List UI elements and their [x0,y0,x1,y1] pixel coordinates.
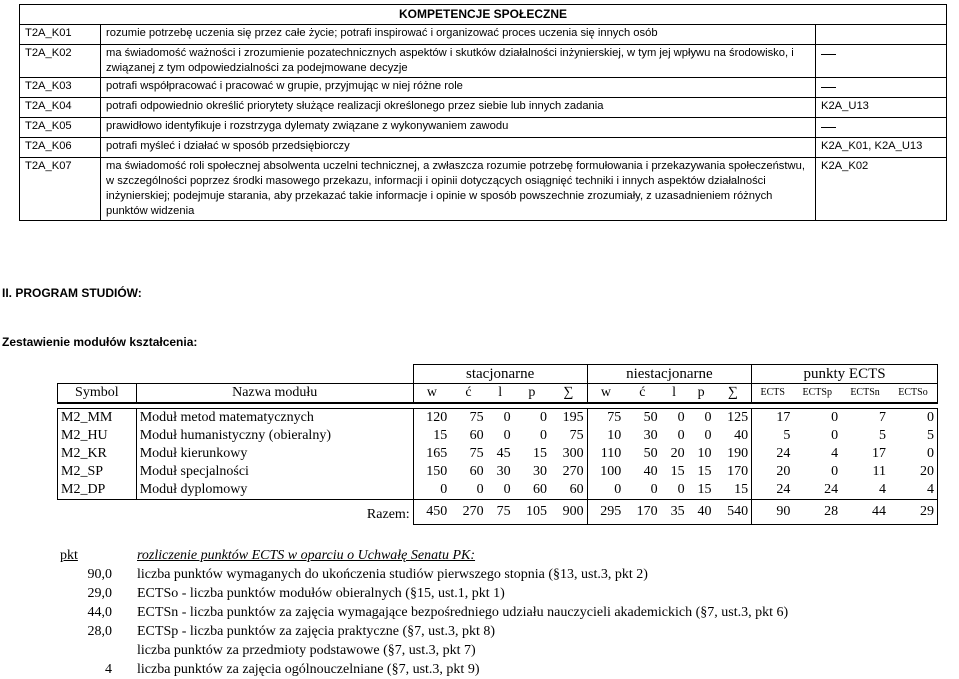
note-text: ECTSn - liczba punktów za zajęcia wymagające bezpośredniego udziału nauczycieli akademickich (§7, ust.3, pkt 6) [137,605,789,620]
competency-ref: K2A_U13 [816,98,947,118]
note-text: liczba punktów za przedmioty podstawowe (§7, ust.3, pkt 7) [137,643,476,658]
total-value: 295 [587,500,624,525]
competency-ref [816,25,947,45]
table-row [58,409,938,428]
competency-ref [816,45,947,78]
module-value: 30 [533,464,548,479]
module-value: 24 [793,481,841,500]
total-value: 270 [450,500,486,525]
note-text: ECTSp - liczba punktów za zajęcia praktyczne (§7, ust.3, pkt 8) [137,624,496,639]
module-value: 17 [871,446,886,461]
module-symbol: M2_DP [58,481,137,500]
header-col: p [688,384,715,404]
module-value: 10 [697,446,712,461]
dash-mark [821,87,836,88]
module-value: 0 [677,428,685,443]
total-label: Razem: [366,507,410,522]
competency-code: T2A_K06 [20,138,101,158]
module-value: 4 [841,481,889,500]
module-value: 0 [413,481,450,500]
total-value: 29 [889,500,938,525]
module-symbol: M2_SP [58,463,137,481]
table-row [20,25,947,45]
module-value: 125 [715,409,752,428]
total-value: 40 [688,500,715,525]
competency-text: prawidłowo identyfikuje i rozstrzyga dylematy związane z wykonywaniem zawodu [101,118,816,138]
header-ectsp: ECTSp [793,384,841,404]
header-col: ć [450,384,486,404]
note-text: liczba punktów wymaganych do ukończenia studiów pierwszego stopnia (§13, ust.3, pkt 2) [137,567,648,582]
module-value: 60 [469,428,484,443]
module-value: 24 [752,481,794,500]
module-value: 270 [550,463,587,481]
table-row [58,427,938,445]
header-col: p [514,384,550,404]
module-value: 0 [889,409,938,428]
module-value: 15 [715,481,752,500]
module-value: 15 [688,481,715,500]
table-row [20,78,947,98]
module-value: 0 [487,481,514,500]
module-value: 120 [413,409,450,428]
note-row [60,660,788,679]
module-value: 24 [776,446,791,461]
note-value: 29,0 [87,586,112,601]
group-niestacjonarne: niestacjonarne [587,365,752,384]
module-value: 5 [878,428,886,443]
dash-mark [821,127,836,128]
group-header-row [58,365,938,384]
total-value: 28 [793,500,841,525]
module-value: 45 [496,446,511,461]
notes-header-title: rozliczenie punktów ECTS w oparciu o Uchwałę Senatu PK: [137,548,476,563]
note-row [60,622,788,641]
header-col: w [587,384,624,404]
header-ectsn: ECTSn [841,384,889,404]
competency-code: T2A_K04 [20,98,101,118]
module-value: 165 [413,445,450,463]
module-value: 0 [624,481,660,500]
notes-header-pkt: pkt [60,548,78,563]
module-value: 30 [496,464,511,479]
header-col: ć [624,384,660,404]
note-row [60,565,788,584]
module-name: Moduł humanistyczny (obieralny) [136,427,413,445]
module-value: 75 [450,409,486,428]
module-value: 0 [450,481,486,500]
header-col: l [661,384,688,404]
table-row [58,445,938,463]
module-value: 100 [600,464,622,479]
competency-ref [816,118,947,138]
module-value: 0 [487,409,514,428]
competency-code: T2A_K07 [20,158,101,221]
competency-text: rozumie potrzebę uczenia się przez całe życie; potrafi inspirować i organizować proces uczenia się innych osób [101,25,816,45]
module-value: 15 [670,464,685,479]
total-value: 450 [413,500,450,525]
module-value: 170 [715,463,752,481]
module-value: 190 [715,445,752,463]
module-value: 0 [688,409,715,428]
competency-code: T2A_K03 [20,78,101,98]
module-symbol: M2_KR [58,445,137,463]
competency-ref [816,78,947,98]
module-value: 300 [550,445,587,463]
module-value: 50 [624,409,660,428]
note-text: ECTSo - liczba punktów modułów obieralnych (§15, ust.1, pkt 1) [137,586,505,601]
module-name: Moduł specjalności [136,463,413,481]
module-value: 40 [715,427,752,445]
module-value: 60 [469,464,484,479]
competency-text: potrafi współpracować i pracować w grupie, przyjmując w niej różne role [101,78,816,98]
header-col-sum: ∑ [715,384,752,404]
note-value: 28,0 [87,624,112,639]
module-value: 15 [533,446,548,461]
column-header-row [58,384,938,404]
total-value: 900 [550,500,587,525]
module-value: 5 [783,428,791,443]
competency-text: potrafi odpowiednio określić priorytety służące realizacji określonego przez siebie lub innych zadania [101,98,816,118]
module-value: 0 [889,445,938,463]
ects-notes [60,546,788,679]
group-stacjonarne: stacjonarne [413,365,587,384]
table-row [20,158,947,221]
module-value: 0 [661,481,688,500]
modules-table [57,364,938,525]
module-value: 20 [670,446,685,461]
header-ects: ECTS [752,384,794,404]
header-col-sum: ∑ [550,384,587,404]
table-row [20,118,947,138]
module-value: 60 [514,481,550,500]
notes-header [60,546,788,565]
note-value: 44,0 [87,605,112,620]
table-row [58,463,938,481]
header-col: l [487,384,514,404]
module-value: 0 [661,409,688,428]
total-value: 170 [624,500,660,525]
module-value: 110 [600,446,622,461]
module-name: Moduł metod matematycznych [136,409,413,428]
module-value: 0 [540,428,548,443]
module-value: 50 [643,446,658,461]
competency-code: T2A_K01 [20,25,101,45]
module-symbol: M2_HU [58,427,137,445]
module-name: Moduł dyplomowy [136,481,413,500]
module-value: 15 [697,464,712,479]
total-value: 540 [715,500,752,525]
note-text: liczba punktów za zajęcia ogólnouczelniane (§7, ust.3, pkt 9) [137,662,480,677]
module-value: 7 [841,409,889,428]
header-symbol: Symbol [58,384,137,404]
competency-code: T2A_K05 [20,118,101,138]
header-col: w [413,384,450,404]
note-row [60,584,788,603]
total-value: 105 [514,500,550,525]
competency-text: ma świadomość ważności i zrozumienie pozatechnicznych aspektów i skutków działalności inżynierskiej, w tym jej wpływu na środowisko, i związanej z tym odpowiedzialności za podejmowane decyzje [101,45,816,78]
module-value: 0 [587,481,624,500]
program-heading: II. PROGRAM STUDIÓW: [2,286,142,300]
module-value: 10 [607,428,622,443]
module-value: 17 [752,409,794,428]
note-value: 4 [105,662,112,677]
competencies-table [19,4,947,221]
module-value: 0 [514,409,550,428]
note-row [60,641,788,660]
module-value: 20 [776,464,791,479]
module-value: 150 [413,463,450,481]
totals-row [58,500,938,525]
module-symbol: M2_MM [58,409,137,428]
summary-heading: Zestawienie modułów kształcenia: [2,335,198,349]
header-ectso: ECTSo [889,384,938,404]
module-value: 0 [704,428,712,443]
module-value: 4 [831,446,839,461]
modules-body [58,409,938,500]
module-value: 60 [550,481,587,500]
module-value: 15 [413,427,450,445]
module-value: 30 [643,428,658,443]
header-name: Nazwa modułu [136,384,413,404]
module-value: 75 [550,427,587,445]
competency-code: T2A_K02 [20,45,101,78]
table-row [20,138,947,158]
module-value: 4 [889,481,938,500]
module-value: 0 [793,409,841,428]
total-value: 44 [841,500,889,525]
notes-list [60,565,788,679]
total-value: 90 [752,500,794,525]
module-value: 40 [643,464,658,479]
total-value: 75 [487,500,514,525]
table-row [58,481,938,500]
module-value: 0 [831,464,839,479]
module-value: 0 [831,428,839,443]
total-value: 35 [661,500,688,525]
module-value: 20 [889,463,938,481]
competencies-title: KOMPETENCJE SPOŁECZNE [20,5,947,25]
competency-ref: K2A_K01, K2A_U13 [816,138,947,158]
note-value: 90,0 [87,567,112,582]
module-value: 195 [550,409,587,428]
module-value: 75 [587,409,624,428]
module-value: 75 [469,446,484,461]
table-row [20,98,947,118]
note-row [60,603,788,622]
module-value: 0 [503,428,511,443]
dash-mark [821,54,836,55]
competency-text: potrafi myśleć i działać w sposób przedsiębiorczy [101,138,816,158]
group-ects: punkty ECTS [752,365,938,384]
module-value: 11 [872,464,886,479]
module-name: Moduł kierunkowy [136,445,413,463]
table-row [20,45,947,78]
module-value: 5 [889,427,938,445]
competency-text: ma świadomość roli społecznej absolwenta uczelni technicznej, a zwłaszcza rozumie potrzebę formułowania i przekazywania społeczeństwu, w szczególności poprzez środki masowego przekazu, informacji i opinii dotyczących osiągnięć techniki i innych aspektów działalności inżynierskiej; podejmuje starania, aby przekazać takie informacje i opinie w sposób powszechnie zrozumiały, z uzasadnieniem różnych punktów widzenia [101,158,816,221]
competency-ref: K2A_K02 [816,158,947,221]
